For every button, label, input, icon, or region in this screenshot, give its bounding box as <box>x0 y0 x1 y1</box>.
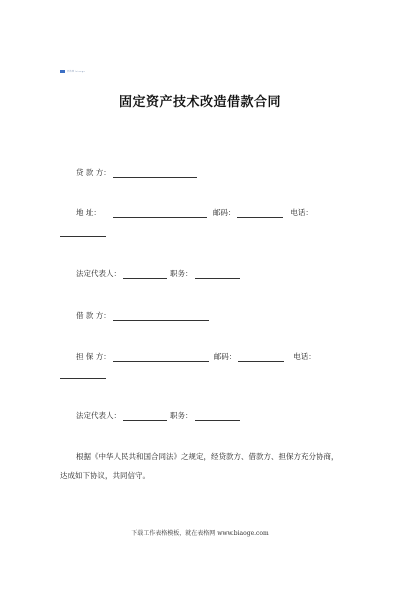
postcode-blank[interactable] <box>237 210 283 218</box>
position-label: 职务： <box>170 269 193 278</box>
guarantor-label: 担 保 方： <box>76 352 111 361</box>
guarantor-row <box>76 351 316 362</box>
site-logo <box>60 70 85 73</box>
legal-rep-blank-2[interactable] <box>123 413 167 421</box>
address-label: 地 址： <box>76 208 101 217</box>
position-blank-2[interactable] <box>195 413 240 421</box>
position-blank[interactable] <box>195 271 240 279</box>
address-blank[interactable] <box>113 210 207 218</box>
phone-label: 电话： <box>290 208 313 217</box>
legal-rep-label: 法定代表人： <box>76 269 121 278</box>
logo-mark-icon <box>60 70 65 73</box>
borrower-blank[interactable] <box>113 313 209 321</box>
phone-label-2: 电话： <box>293 352 316 361</box>
guarantor-blank[interactable] <box>113 354 209 362</box>
legal-rep-row-2 <box>76 410 243 421</box>
lender-label: 贷 款 方： <box>76 168 111 177</box>
phone-blank-2[interactable] <box>60 377 106 379</box>
legal-rep-label-2: 法定代表人： <box>76 411 121 420</box>
phone-blank[interactable] <box>60 235 106 237</box>
legal-rep-row-1 <box>76 268 243 279</box>
lender-blank[interactable] <box>113 170 197 178</box>
postcode-blank-2[interactable] <box>238 354 284 362</box>
position-label-2: 职务： <box>170 411 193 420</box>
contract-title: 固定资产技术改造借款合同 <box>118 95 281 110</box>
postcode-label: 邮码： <box>212 208 236 217</box>
lender-row <box>76 167 200 178</box>
borrower-label: 借 款 方： <box>76 311 111 320</box>
postcode-label-2: 邮码： <box>213 352 237 361</box>
page-footer: 下载工作表格模板，就在表格网 www.biaoge.com <box>131 530 269 537</box>
logo-text: 表格网 biaoge <box>67 71 86 73</box>
legal-rep-blank[interactable] <box>123 271 167 279</box>
borrower-row <box>76 310 212 321</box>
body-paragraph: 根据《中华人民共和国合同法》之规定，经贷款方、借款方、担保方充分协商，达成如下协议，共同信守。 <box>60 452 339 480</box>
address-row-1 <box>76 207 313 218</box>
